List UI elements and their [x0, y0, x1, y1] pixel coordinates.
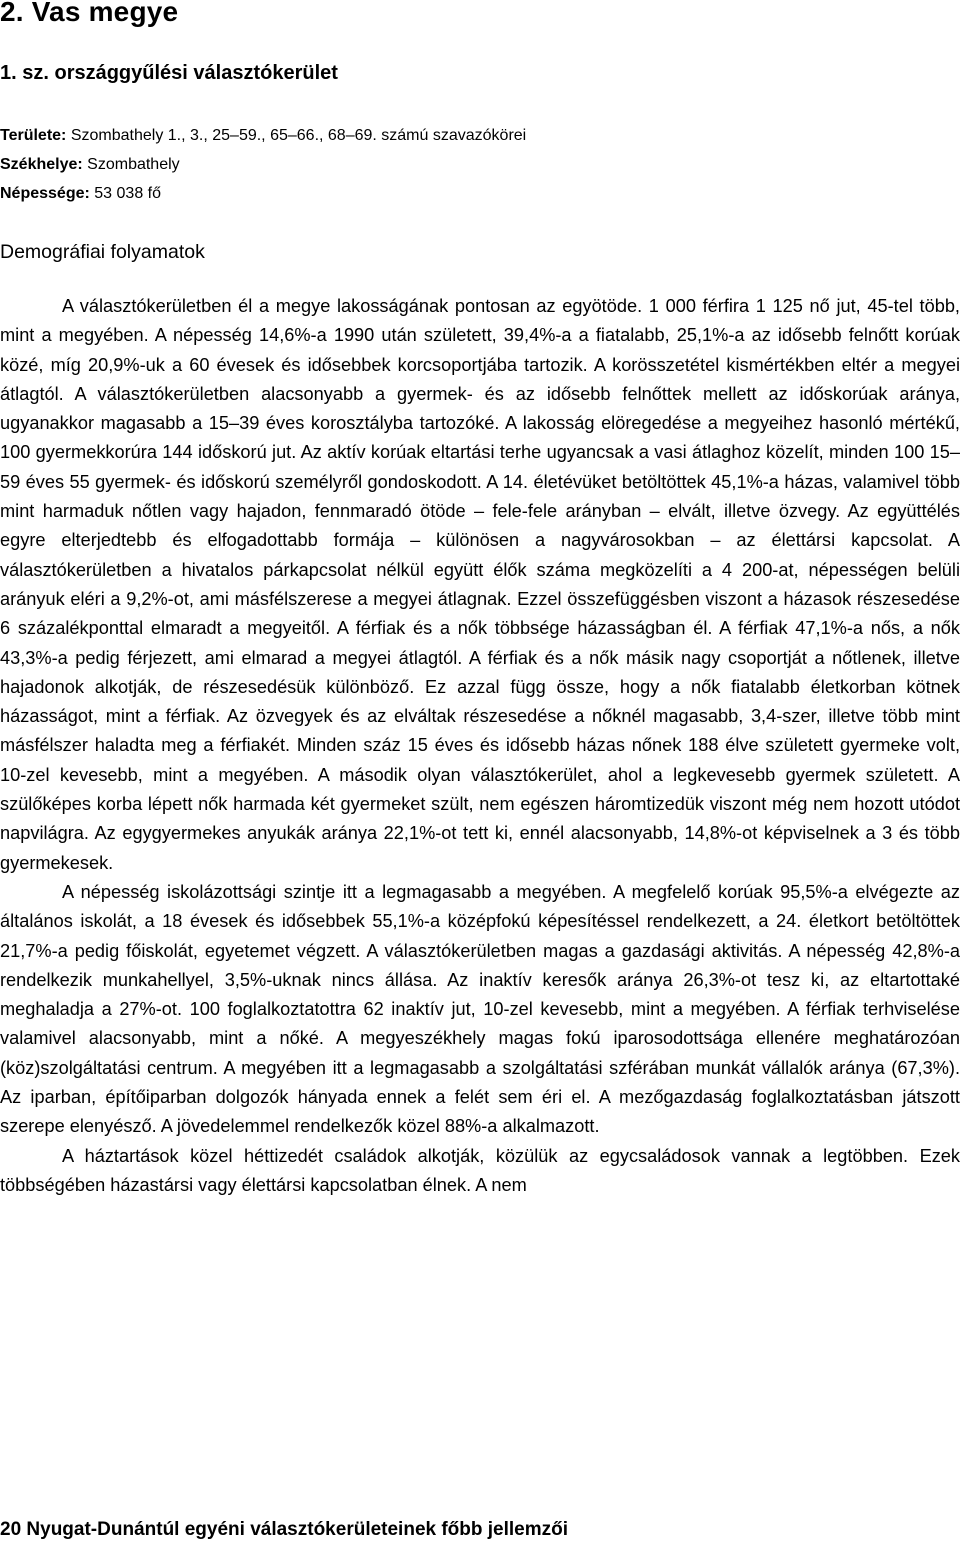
- paragraph-households: A háztartások közel héttizedét családok alkotják, közülük az egycsaládosok vannak a legtöbben. Ezek többségében házastársi vagy élettársi kapcsolatban élnek. A nem: [0, 1145, 960, 1195]
- paragraph-demography: A választókerületben él a megye lakosságának pontosan az egyötöde. 1 000 férfira 1 125 nő jut, 45-tel több, mint a megyében. A népesség 14,6%-a 1990 után született, 39,4%-a a fiatalabb, 25,1%-a az idősebb felnőtt korúak közé, míg 20,9%-uk a 60 évesek és idősebbek korcsoportjába tartozik. A korösszetétel kismértékben eltér a megyei átlagtól. A választókerületben alacsonyabb a gyermek- és az idősebb felnőttek mellett az időskorúak aránya, ugyanakkor magasabb a 15–39 éves korosztályba tartozóké. A lakosság elöregedése a megyeihez hasonló mértékű, 100 gyermekkorúra 144 időskorú jut. Az aktív korúak eltartási terhe ugyancsak a vasi átlaghoz közelít, minden 100 15–59 éves 55 gyermek- és időskorú személyről gondoskodott. A 14. életévüket betöltöttek 45,1%-a házas, valamivel több mint harmaduk nőtlen vagy hajadon, fennmaradó ötöde – fele-fele arányban – elvált, illetve özvegy. Az együttélés egyre elterjedtebb és elfogadottabb formája – különösen a nagyvárosokban – az élettársi kapcsolat. A választókerületben a hivatalos párkapcsolat nélkül együtt élők száma megközelíti a 4 200-at, népességen belüli arányuk eléri a 9,2%-ot, ami másfélszerese a megyei átlagnak. Ezzel összefüggésben viszont a házasok részesedése 6 százalékponttal elmaradt a megyeitől. A férfiak és a nők többsége házasságban él. A férfiak 47,1%-a nős, a nők 43,3%-a pedig férjezett, ami elmarad a megyei átlagtól. A férfiak és a nők másik nagy csoportját a nőtlenek, illetve hajadonok alkotják, de részesedésük különböző. Ez azzal függ össze, hogy a nők fiatalabb életkorban kötnek házasságot, mint a férfiak. Az özvegyek és az elváltak részesedése a nőknél magasabb, 3,4-szer, illetve több mint másfélszer haladta meg a férfiakét. Minden száz 15 éves és idősebb házas nőnek 188 élve született gyermeke volt, 10-zel kevesebb, mint a megyében. A második olyan választókerület, ahol a legkevesebb gyermek született. A szülőképes korba lépett nők harmada két gyermeket szült, nem egészen háromtizedük viszont még nem hozott utódot napvilágra. Az egygyermekes anyukák aránya 22,1%-ot tett ki, ennél alacsonyabb, 14,8%-ot képviselnek a 3 és több gyermekesek.: [0, 296, 960, 873]
- page-footer: 20 Nyugat-Dunántúl egyéni választókerületeinek főbb jellemzői: [0, 1519, 569, 1540]
- body-text: [0, 292, 960, 1200]
- paragraph-education-employment: A népesség iskolázottsági szintje itt a legmagasabb a megyében. A megfelelő korúak 95,5%-a elvégezte az általános iskolát, a 18 évesek és idősebbek 55,1%-a középfokú képesítéssel rendelkezett, a 24. életkort betöltöttek 21,7%-a pedig főiskolát, egyetemet végzett. A választókerületben magas a gazdasági aktivitás. A népesség 42,8%-a rendelkezik munkahellyel, 3,5%-uknak nincs állása. Az inaktív keresők aránya 26,3%-ot tesz ki, az eltartottaké meghaladja a 27%-ot. 100 foglalkoztatottra 62 inaktív jut, 10-zel kevesebb, mint a megyében. A férfiak terhviselése valamivel alacsonyabb, mint a nőké. A megyeszékhely magas fokú iparosodottsága ellenére meghatározóan (köz)szolgáltatási centrum. A megyében itt a legmagasabb a szolgáltatási szférában munkát vállalók aránya (67,3%). Az iparban, építőiparban dolgozók hányada ennek a felét sem éri el. A mezőgazdaság foglalkoztatásban játszott szerepe elenyésző. A jövedelemmel rendelkezők közel 88%-a alkalmazott.: [0, 881, 960, 1137]
- population-value: 53 038 fő: [89, 185, 161, 202]
- demography-heading: Demográfiai folyamatok: [0, 241, 205, 263]
- seat-value: Szombathely: [82, 156, 180, 173]
- population-label: Népessége:: [0, 185, 90, 202]
- seat-line: [0, 156, 180, 174]
- territory-value: Szombathely 1., 3., 25–59., 65–66., 68–69. számú szavazókörei: [66, 127, 527, 144]
- seat-label: Székhelye:: [0, 156, 83, 173]
- district-title: 1. sz. országgyűlési választókerület: [0, 62, 338, 84]
- territory-label: Területe:: [0, 127, 67, 144]
- section-title: 2. Vas megye: [0, 0, 179, 27]
- population-line: [0, 185, 161, 203]
- territory-line: [0, 127, 526, 145]
